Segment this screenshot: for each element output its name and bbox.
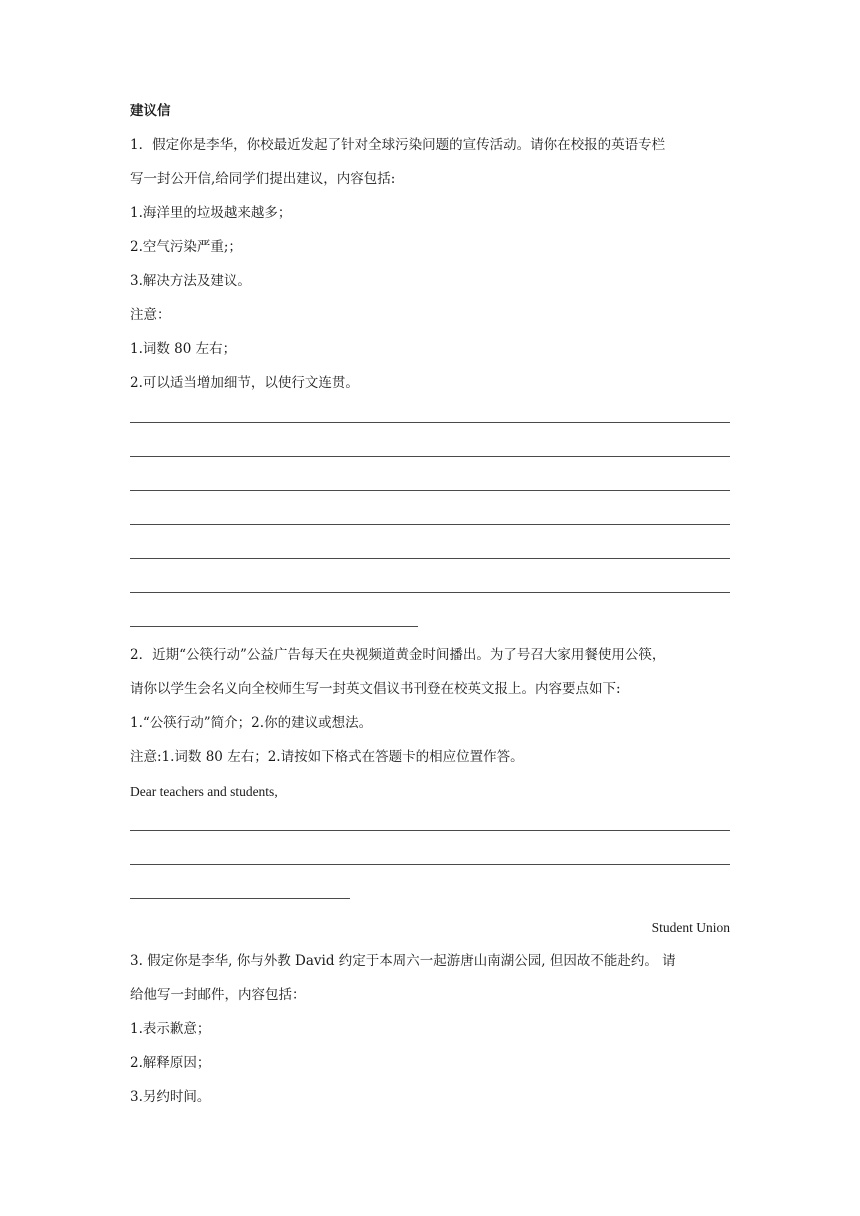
question-1-note-2: 2.可以适当增加细节，以使行文连贯。 — [130, 375, 359, 391]
letter-greeting: Dear teachers and students, — [130, 784, 278, 799]
answer-line[interactable] — [130, 477, 730, 494]
question-1-point-2: 2.空气污染严重;； — [130, 239, 242, 255]
question-1-note-1: 1.词数 80 左右； — [130, 341, 237, 357]
document-content — [130, 103, 730, 1123]
question-3-line-2: 给他写一封邮件，内容包括： — [130, 987, 306, 1003]
question-1-point-3: 3.解决方法及建议。 — [130, 273, 251, 289]
answer-line-short[interactable] — [130, 613, 418, 630]
question-3-point-2: 2.解释原因； — [130, 1055, 211, 1071]
answer-line[interactable] — [130, 851, 730, 868]
question-3-point-3: 3.另约时间。 — [130, 1089, 211, 1105]
question-1-note-label: 注意： — [130, 307, 171, 323]
letter-signature: Student Union — [651, 920, 730, 935]
question-1-line-1: 1．假定你是李华，你校最近发起了针对全球污染问题的宣传活动。请你在校报的英语专栏 — [130, 137, 666, 153]
answer-line-short[interactable] — [130, 885, 350, 902]
answer-line[interactable] — [130, 579, 730, 596]
answer-line[interactable] — [130, 817, 730, 834]
section-title: 建议信 — [130, 103, 171, 119]
answer-line[interactable] — [130, 545, 730, 562]
question-1-line-2: 写一封公开信,给同学们提出建议，内容包括: — [130, 171, 396, 187]
question-1-point-1: 1.海洋里的垃圾越来越多； — [130, 205, 292, 221]
question-2-line-2: 请你以学生会名义向全校师生写一封英文倡议书刊登在校英文报上。内容要点如下: — [130, 681, 621, 697]
question-3-point-1: 1.表示歉意； — [130, 1021, 211, 1037]
answer-line[interactable] — [130, 409, 730, 426]
answer-line[interactable] — [130, 443, 730, 460]
question-2-points: 1.“公筷行动”简介；2.你的建议或想法。 — [130, 715, 373, 731]
question-3-line-1: 3. 假定你是李华, 你与外教 David 约定于本周六一起游唐山南湖公园, 但因故不能赴约。 请 — [130, 953, 676, 969]
question-2-line-1: 2．近期“公筷行动”公益广告每天在央视频道黄金时间播出。为了号召大家用餐使用公筷， — [130, 647, 666, 663]
answer-line[interactable] — [130, 511, 730, 528]
question-2-note: 注意:1.词数 80 左右；2.请按如下格式在答题卡的相应位置作答。 — [130, 749, 524, 765]
